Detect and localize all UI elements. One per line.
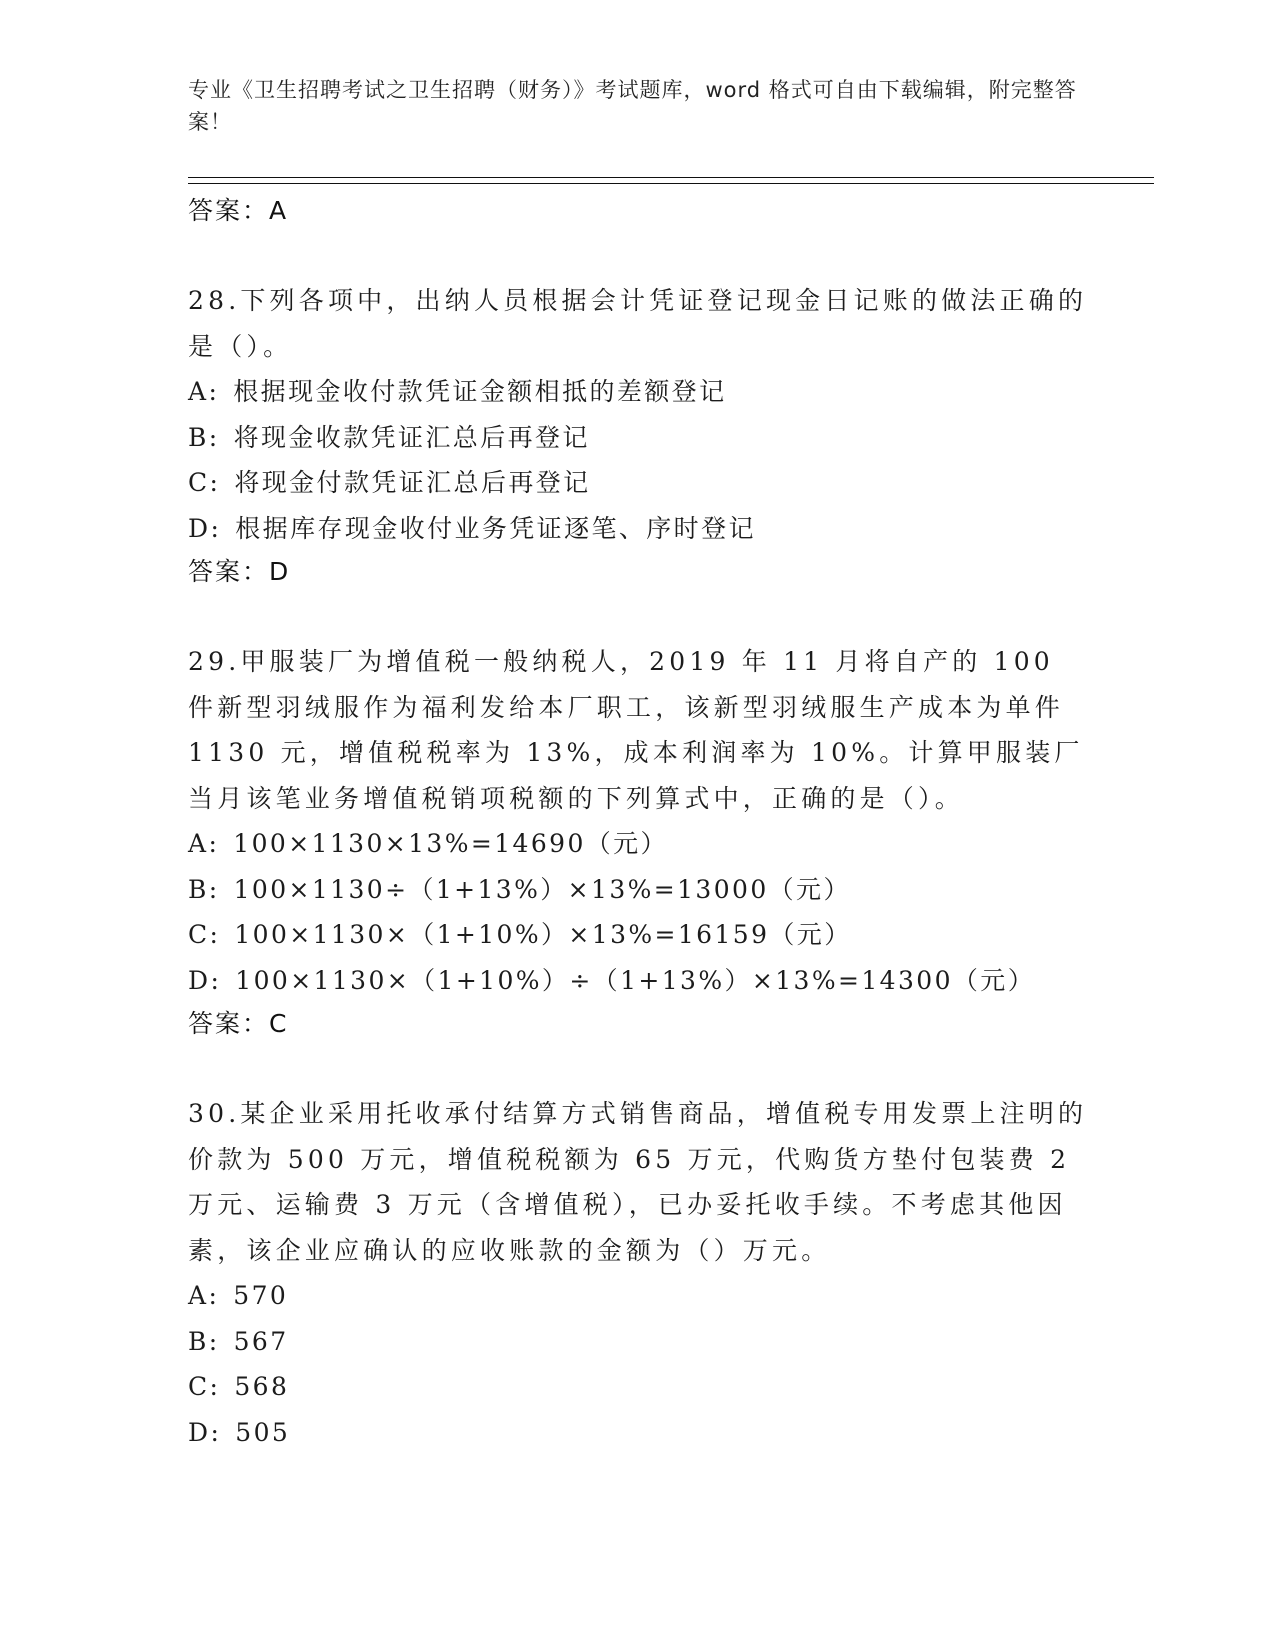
option-letter: C: [188,468,221,497]
answer-label: 答案：D [188,557,291,586]
option-letter: C: [188,1372,221,1401]
option-item [188,821,1088,867]
option-list [188,369,1088,551]
option-letter: A: [188,1281,220,1310]
option-list [188,1273,1088,1455]
option-text: 100×1130÷（1+13%）×13%=13000（元） [233,874,851,904]
option-text: 根据现金收付款凭证金额相抵的差额登记 [233,377,727,406]
option-text: 100×1130×（1+10%）×13%=16159（元） [234,920,852,949]
option-item [188,867,1088,913]
option-letter: B: [188,422,220,452]
option-text: 100×1130×（1+10%）÷（1+13%）×13%=14300（元） [235,965,1036,995]
question-list [188,190,1088,1455]
answer-label: 答案：A [188,196,289,225]
option-text: 100×1130×13%=14690（元） [233,829,668,858]
header-divider [188,177,1154,178]
option-item [188,1364,1088,1410]
option-text: 567 [233,1326,289,1356]
answer-label: 答案：C [188,1009,289,1038]
option-item [188,1273,1088,1319]
option-letter: A: [188,377,220,406]
option-letter: C: [188,920,221,949]
option-item [188,1410,1088,1456]
option-item [188,506,1088,552]
question-stem: 28.下列各项中，出纳人员根据会计凭证登记现金日记账的做法正确的是（）。 [188,286,1088,361]
option-text: 505 [235,1417,291,1447]
option-text: 568 [234,1372,290,1401]
option-text: 将现金收款凭证汇总后再登记 [233,422,590,452]
option-text: 570 [233,1281,289,1310]
option-letter: B: [188,874,220,904]
option-letter: B: [188,1326,220,1356]
option-item [188,958,1088,1004]
option-letter: D: [188,965,222,995]
question-stem: 30.某企业采用托收承付结算方式销售商品，增值税专用发票上注明的价款为 500 万元，增值税税额为 65 万元，代购货方垫付包装费 2 万元、运输费 3 万元（含增值税），已办妥托收手续。不考虑其他因素，该企业应确认的应收账款的金额为（）万元。 [188,1099,1088,1265]
option-letter: D: [188,513,222,543]
question-item [188,278,1088,593]
option-list [188,821,1088,1003]
question-item [188,639,1088,1045]
option-text: 根据库存现金收付业务凭证逐笔、序时登记 [235,513,756,543]
option-item [188,460,1088,506]
document-header: 专业《卫生招聘考试之卫生招聘（财务）》考试题库，word 格式可自由下载编辑，附完整答案！ [188,78,1077,134]
option-letter: D: [188,1417,222,1447]
header-divider-secondary [188,183,1154,184]
question-stem: 29.甲服装厂为增值税一般纳税人，2019 年 11 月将自产的 100 件新型羽绒服作为福利发给本厂职工，该新型羽绒服生产成本为单件 1130 元，增值税税率为 13%，成本利润率为 10%。计算甲服装厂当月该笔业务增值税销项税额的下列算式中，正确的是（）。 [188,647,1084,813]
option-item [188,1319,1088,1365]
option-item [188,415,1088,461]
option-item [188,369,1088,415]
question-item [188,1091,1088,1455]
option-text: 将现金付款凭证汇总后再登记 [234,468,591,497]
option-item [188,912,1088,958]
option-letter: A: [188,829,220,858]
